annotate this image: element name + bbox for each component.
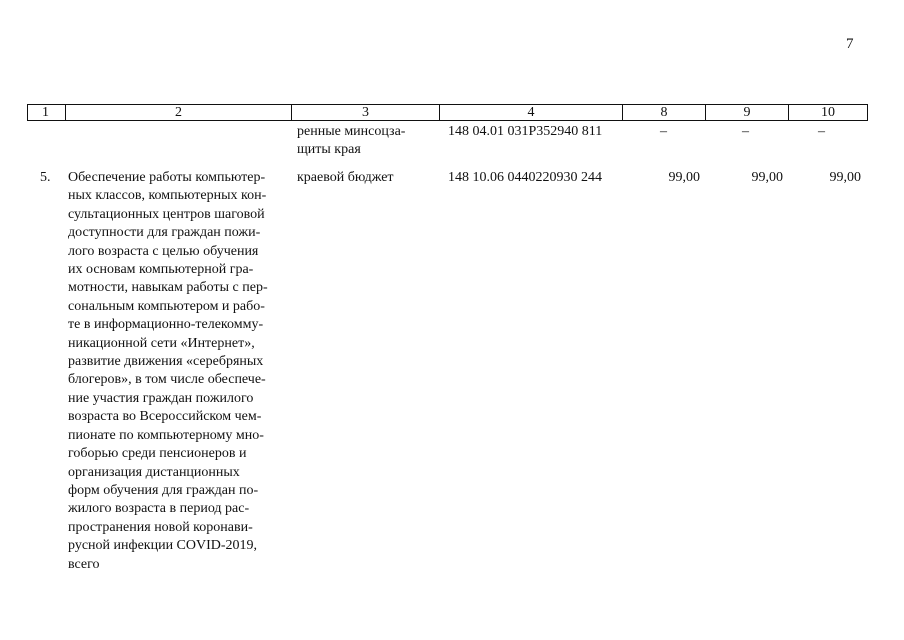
header-col-3: 3 (292, 105, 440, 121)
header-col-2: 2 (66, 105, 292, 121)
row-col8: 99,00 (668, 170, 700, 185)
row-col10: 99,00 (829, 170, 861, 185)
continued-source-cell (297, 123, 434, 160)
description-line: пространения новой коронави- (68, 519, 253, 535)
row-number: 5. (40, 170, 51, 185)
description-line: те в информационно-телекомму- (68, 317, 264, 333)
description-line: ние участия граждан пожилого (68, 390, 254, 406)
description-line: всего (68, 556, 100, 572)
page-number: 7 (846, 36, 854, 52)
description-line: Обеспечение работы компьютер- (68, 170, 266, 185)
description-line: развитие движения «серебряных (68, 354, 264, 370)
continued-code: 148 04.01 031Р352940 811 (448, 124, 603, 139)
row-col9: 99,00 (751, 170, 783, 185)
continued-col10: – (818, 124, 825, 139)
description-line: мотности, навыкам работы с пер- (68, 280, 268, 296)
description-line: лого возраста с целью обучения (68, 243, 259, 259)
description-line: форм обучения для граждан по- (68, 482, 259, 498)
header-col-9: 9 (706, 105, 789, 121)
description-line: их основам компьютерной гра- (68, 262, 254, 278)
header-col-10: 10 (789, 105, 868, 121)
description-line: сультационных центров шаговой (68, 206, 265, 222)
description-line: русной инфекции COVID-2019, (68, 538, 258, 554)
description-line: блогеров», в том числе обеспече- (68, 372, 266, 388)
row-code: 148 10.06 0440220930 244 (448, 170, 602, 185)
description-line: ных классов, компьютерных кон- (68, 188, 267, 204)
continued-source-line-2: щиты края (297, 142, 361, 158)
continued-col9: – (742, 124, 749, 139)
header-col-8: 8 (623, 105, 706, 121)
continued-source-line-1: ренные минсоцза- (297, 124, 406, 139)
header-col-4: 4 (440, 105, 623, 121)
header-row (28, 105, 868, 121)
description-line: сональным компьютером и рабо- (68, 298, 265, 314)
continued-col8: – (660, 124, 667, 139)
description-line: никационной сети «Интернет», (68, 335, 255, 351)
description-line: жилого возраста в период рас- (68, 501, 250, 517)
row-description (68, 169, 287, 574)
description-line: организация дистанционных (68, 464, 240, 480)
row-source: краевой бюджет (297, 170, 394, 185)
description-line: доступности для граждан пожи- (68, 225, 261, 241)
description-line: возраста во Всероссийском чем- (68, 409, 262, 425)
description-line: пионате по компьютерному мно- (68, 427, 264, 443)
table-header (27, 104, 868, 121)
header-col-1: 1 (28, 105, 66, 121)
description-line: гоборью среди пенсионеров и (68, 446, 247, 462)
